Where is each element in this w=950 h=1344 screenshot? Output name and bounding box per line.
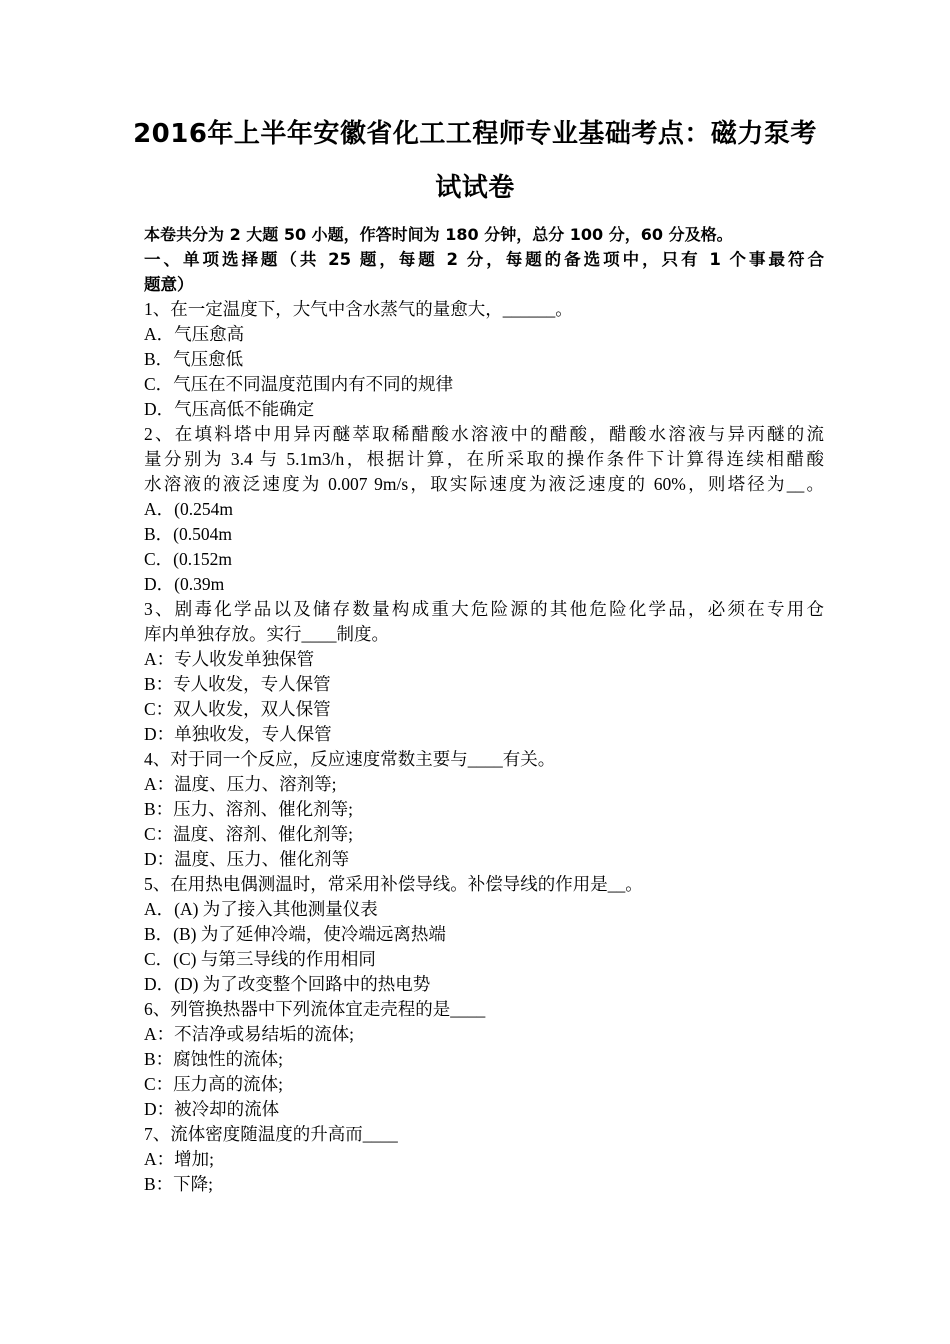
question-1-option-a: A．气压愈高	[144, 324, 245, 344]
question-4-option-b: B：压力、溶剂、催化剂等;	[144, 799, 354, 819]
document-body	[144, 222, 824, 1197]
document-title-line-1: 2016年上半年安徽省化工工程师专业基础考点：磁力泵考	[133, 119, 817, 149]
document-title-line-2: 试试卷	[435, 173, 515, 203]
question-1-option-c: C．气压在不同温度范围内有不同的规律	[144, 374, 454, 394]
question-6-option-c: C：压力高的流体;	[144, 1074, 284, 1094]
question-2-option-d: D．(0.39m	[144, 574, 225, 594]
question-5-option-c: C．(C) 与第三导线的作用相同	[144, 949, 376, 969]
question-1-option-d: D．气压高低不能确定	[144, 399, 315, 419]
question-3-stem-line-1: 3、剧毒化学品以及储存数量构成重大危险源的其他危险化学品，必须在专用仓	[144, 599, 824, 619]
question-3-option-b: B：专人收发，专人保管	[144, 674, 331, 694]
question-4-option-c: C：温度、溶剂、催化剂等;	[144, 824, 354, 844]
question-4-option-a: A：温度、压力、溶剂等;	[144, 774, 337, 794]
question-6-option-a: A：不洁净或易结垢的流体;	[144, 1024, 354, 1044]
question-2-option-c: C．(0.152m	[144, 549, 232, 569]
question-2-option-a: A．(0.254m	[144, 499, 233, 519]
exam-intro: 本卷共分为 2 大题 50 小题，作答时间为 180 分钟，总分 100 分，60 分及格。	[144, 225, 733, 244]
question-6-option-b: B：腐蚀性的流体;	[144, 1049, 284, 1069]
question-6-stem: 6、列管换热器中下列流体宜走壳程的是____	[144, 999, 486, 1019]
question-2-stem-line-3: 水溶液的液泛速度为 0.007 9m/s，取实际速度为液泛速度的 60%，则塔径为__。	[144, 474, 824, 494]
question-3-option-a: A：专人收发单独保管	[144, 649, 315, 669]
question-2-stem-line-2: 量分别为 3.4 与 5.1m3/h，根据计算，在所采取的操作条件下计算得连续相醋酸	[144, 449, 824, 469]
question-6-option-d: D：被冷却的流体	[144, 1099, 280, 1119]
question-3-stem-line-2: 库内单独存放。实行____制度。	[144, 624, 389, 644]
question-3-option-c: C：双人收发，双人保管	[144, 699, 331, 719]
question-5-option-a: A．(A) 为了接入其他测量仪表	[144, 899, 378, 919]
question-3-option-d: D：单独收发，专人保管	[144, 724, 332, 744]
section-heading-line-2: 题意）	[144, 275, 194, 294]
question-7-option-b: B：下降;	[144, 1174, 214, 1194]
section-heading-line-1: 一、单项选择题（共 25 题，每题 2 分，每题的备选项中，只有 1 个事最符合	[144, 250, 824, 269]
question-5-option-d: D．(D) 为了改变整个回路中的热电势	[144, 974, 431, 994]
question-1-stem: 1、在一定温度下，大气中含水蒸气的量愈大，______。	[144, 299, 573, 319]
question-5-option-b: B．(B) 为了延伸冷端，使冷端远离热端	[144, 924, 446, 944]
question-4-option-d: D：温度、压力、催化剂等	[144, 849, 350, 869]
question-4-stem: 4、对于同一个反应，反应速度常数主要与____有关。	[144, 749, 556, 769]
question-7-option-a: A：增加;	[144, 1149, 214, 1169]
question-1-option-b: B．气压愈低	[144, 349, 244, 369]
question-2-stem-line-1: 2、在填料塔中用异丙醚萃取稀醋酸水溶液中的醋酸，醋酸水溶液与异丙醚的流	[144, 424, 824, 444]
question-2-option-b: B．(0.504m	[144, 524, 232, 544]
question-5-stem: 5、在用热电偶测温时，常采用补偿导线。补偿导线的作用是__。	[144, 874, 643, 894]
question-7-stem: 7、流体密度随温度的升高而____	[144, 1124, 398, 1144]
